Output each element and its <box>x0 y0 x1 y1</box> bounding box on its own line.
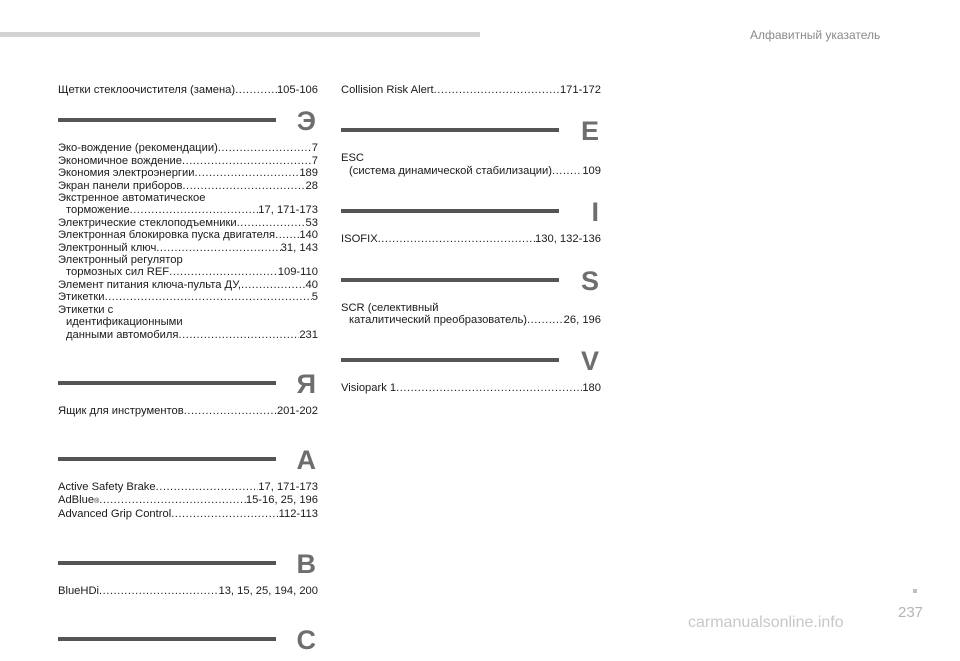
index-entry-label: Элемент питания ключа-пульта ДУ, <box>58 278 241 291</box>
section-letter: Я <box>296 368 316 399</box>
index-entry-line <box>58 266 318 278</box>
index-entry <box>58 217 318 229</box>
divider-rule <box>341 128 559 132</box>
index-entry <box>58 84 318 96</box>
registered-mark: ® <box>94 497 100 505</box>
index-entry-line <box>58 316 318 328</box>
letter-divider <box>341 195 601 229</box>
index-entry-pages: 5 <box>311 291 318 304</box>
index-entry-line <box>58 167 318 179</box>
index-entry-line <box>341 84 601 96</box>
header-bar <box>0 32 480 37</box>
letter-divider <box>58 547 318 581</box>
index-entry-label: Ящик для инструментов <box>58 404 184 417</box>
index-entry-pages: 189 <box>299 167 318 180</box>
divider-rule <box>58 561 276 565</box>
leader-dots <box>182 155 312 167</box>
index-entry-line <box>341 314 601 326</box>
index-entry-line <box>58 304 318 316</box>
index-entry-label: Электронный регулятор <box>58 254 183 267</box>
index-entry-label: Этикетки с <box>58 303 114 316</box>
index-entry-line <box>341 152 601 164</box>
index-entry-line <box>58 192 318 204</box>
index-entry-line <box>341 382 601 394</box>
index-entry-pages: 140 <box>299 229 318 242</box>
index-entry-continuation: каталитический преобразователь) <box>349 314 528 327</box>
leader-dots <box>378 233 535 245</box>
index-entry-line <box>58 405 318 417</box>
section-letter: S <box>580 265 599 296</box>
index-column-left <box>58 84 318 661</box>
index-entry <box>58 279 318 291</box>
leader-dots <box>169 266 278 278</box>
leader-dots <box>105 291 312 303</box>
index-entry-label: Электронная блокировка пуска двигателя <box>58 229 276 242</box>
watermark: carmanualsonline.info <box>688 614 844 631</box>
leader-dots <box>130 204 259 216</box>
index-entry-line <box>58 217 318 229</box>
index-entry-pages: 17, 171-173 <box>258 481 318 494</box>
section-letter: C <box>296 624 316 655</box>
index-entry-label: Visiopark 1 <box>341 382 397 395</box>
index-entry-continuation: торможение <box>66 204 130 217</box>
index-entry-label: ESC <box>341 152 365 165</box>
leader-dots <box>275 229 299 241</box>
leader-dots <box>241 279 306 291</box>
letter-divider <box>341 264 601 298</box>
index-column-right <box>341 84 601 395</box>
section-letter: V <box>580 346 599 377</box>
index-entry-continuation: идентификационными <box>66 316 183 329</box>
page-header-title: Алфавитный указатель <box>750 28 881 42</box>
index-entry-pages: 40 <box>305 278 318 291</box>
index-entry <box>341 302 601 327</box>
leader-dots <box>171 508 278 520</box>
index-entry <box>58 229 318 241</box>
letter-divider <box>341 344 601 378</box>
index-entry-pages: 105-106 <box>276 84 318 96</box>
divider-rule <box>341 358 559 362</box>
leader-dots <box>99 494 246 506</box>
index-entry-pages: 28 <box>305 179 318 192</box>
index-entry-line <box>58 508 318 520</box>
index-entry <box>341 233 601 245</box>
index-entry-pages: 201-202 <box>276 404 318 417</box>
index-entry-pages: 109 <box>582 164 601 177</box>
footer-marker <box>913 589 917 593</box>
index-entry-pages: 53 <box>305 216 318 229</box>
index-entry <box>58 585 318 597</box>
leader-dots <box>552 165 582 177</box>
index-entry-label: BlueHDi <box>58 584 100 597</box>
leader-dots <box>184 405 277 417</box>
index-entry-line <box>58 585 318 597</box>
index-entry-continuation: (система динамической стабилизации) <box>349 164 552 177</box>
index-entry <box>341 152 601 177</box>
leader-dots <box>434 84 560 96</box>
section-letter: Э <box>296 106 316 137</box>
index-entry <box>58 291 318 303</box>
index-entry-pages: 171-172 <box>559 84 601 96</box>
section-letter: B <box>296 548 316 579</box>
index-entry-line <box>58 254 318 266</box>
index-entry-label: Экран панели приборов <box>58 179 183 192</box>
index-entry <box>58 254 318 279</box>
leader-dots <box>179 329 300 341</box>
index-entry-line <box>58 279 318 291</box>
letter-divider <box>58 367 318 401</box>
index-entry <box>341 382 601 394</box>
leader-dots <box>195 167 300 179</box>
leader-dots <box>235 84 277 96</box>
index-entry-line <box>341 233 601 245</box>
index-entry <box>58 405 318 417</box>
index-entry-pages: 15-16, 25, 196 <box>245 493 318 506</box>
index-entry-label: Этикетки <box>58 291 105 304</box>
index-entry-pages: 112-113 <box>278 508 318 521</box>
index-entry <box>58 155 318 167</box>
section-letter: E <box>580 116 599 147</box>
index-entry <box>58 481 318 493</box>
index-entry-line <box>58 329 318 341</box>
index-entry-line <box>58 291 318 303</box>
leader-dots <box>156 242 280 254</box>
section-letter: I <box>591 197 599 228</box>
index-entry-pages: 109-110 <box>277 266 318 279</box>
leader-dots <box>237 217 306 229</box>
leader-dots <box>218 142 312 154</box>
section-letter: A <box>296 445 316 476</box>
index-entry-label: Экономичное вождение <box>58 154 182 167</box>
index-entry-label: Active Safety Brake <box>58 481 156 494</box>
letter-divider <box>58 443 318 477</box>
leader-dots <box>396 382 582 394</box>
index-entry-label: Advanced Grip Control <box>58 508 172 521</box>
index-entry <box>58 192 318 217</box>
index-entry <box>58 142 318 154</box>
index-entry-line <box>58 229 318 241</box>
index-entry <box>58 508 318 520</box>
index-entry-label: Электронный ключ <box>58 241 157 254</box>
index-entry-continuation: тормозных сил REF <box>66 266 170 279</box>
index-entry <box>58 304 318 341</box>
index-entry-pages: 180 <box>582 382 601 395</box>
index-entry-line <box>58 155 318 167</box>
index-entry-label: AdBlue <box>58 493 95 506</box>
index-entry-line <box>58 494 318 508</box>
index-entry-label: SCR (селективный <box>341 301 439 314</box>
index-entry-pages: 17, 171-173 <box>258 204 318 217</box>
index-entry <box>58 494 318 508</box>
index-entry-line <box>341 165 601 177</box>
index-entry-label: ISOFIX <box>341 233 378 246</box>
index-entry <box>58 167 318 179</box>
index-entry-label: Collision Risk Alert <box>341 84 434 96</box>
index-entry-continuation: данными автомобиля <box>66 328 179 341</box>
index-entry-pages: 31, 143 <box>280 241 318 254</box>
index-entry-line <box>58 242 318 254</box>
leader-dots <box>182 180 305 192</box>
index-entry-pages: 7 <box>311 154 318 167</box>
index-entry-line <box>58 84 318 96</box>
divider-rule <box>58 457 276 461</box>
divider-rule <box>58 381 276 385</box>
page-number: 237 <box>898 604 924 621</box>
index-entry-label: Экономия электроэнергии <box>58 167 195 180</box>
divider-rule <box>341 209 559 213</box>
divider-rule <box>58 637 276 641</box>
index-entry-pages: 13, 15, 25, 194, 200 <box>218 584 318 597</box>
index-entry-pages: 130, 132-136 <box>535 233 601 246</box>
index-entry-pages: 7 <box>311 142 318 155</box>
index-entry <box>58 180 318 192</box>
index-entry-label: Щетки стеклоочистителя (замена) <box>58 84 236 96</box>
leader-dots <box>99 585 218 597</box>
index-entry-label: Электрические стеклоподъемники <box>58 216 237 229</box>
index-entry-line <box>58 204 318 216</box>
index-entry-pages: 26, 196 <box>563 314 601 327</box>
index-entry-line <box>58 481 318 493</box>
index-entry-line <box>58 180 318 192</box>
leader-dots <box>527 314 564 326</box>
divider-rule <box>341 278 559 282</box>
index-entry <box>58 242 318 254</box>
divider-rule <box>58 118 276 122</box>
index-entry-label: Экстренное автоматическое <box>58 192 206 205</box>
letter-divider <box>341 114 601 148</box>
index-entry-pages: 231 <box>299 328 318 341</box>
letter-divider <box>58 104 318 138</box>
index-entry-line <box>341 302 601 314</box>
index-entry-line <box>58 142 318 154</box>
index-entry-label: Эко-вождение (рекомендации) <box>58 142 218 155</box>
index-entry <box>341 84 601 96</box>
leader-dots <box>156 481 259 493</box>
